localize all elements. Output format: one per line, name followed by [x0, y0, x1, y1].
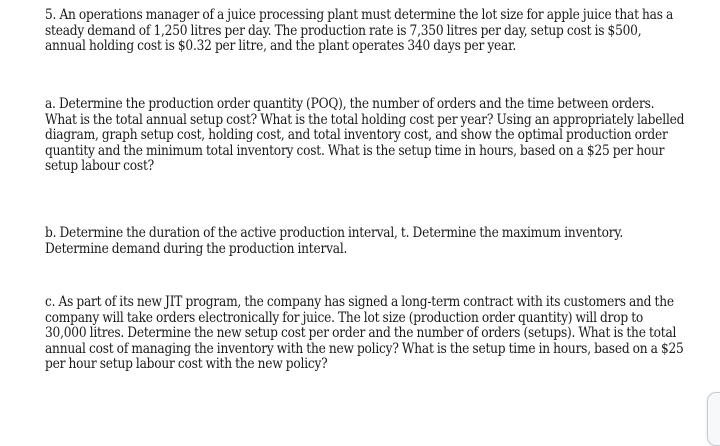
- question-part-c: c. As part of its new JIT program, the company has signed a long-term contract with its customers and the company will take orders electronically for juice. The lot size (production order quantity) will drop to 30,000 litres. Determine the new setup cost per order and the number of orders (setups). What is the total annual cost of managing the inventory with the new policy? What is the setup time in hours, based on a $25 per hour setup labour cost with the new policy?: [45, 294, 684, 373]
- problem-statement: 5. An operations manager of a juice processing plant must determine the lot size for apple juice that has a steady demand of 1,250 litres per day. The production rate is 7,350 litres per day, setup cost is $500, annual holding cost is $0.32 per litre, and the plant operates 340 days per year.: [45, 7, 674, 55]
- side-scroll-handle[interactable]: [707, 392, 720, 446]
- question-part-b: b. Determine the duration of the active production interval, t. Determine the maximum inventory. Determine demand during the production interval.: [45, 225, 624, 257]
- question-part-a: a. Determine the production order quantity (POQ), the number of orders and the time between orders. What is the total annual setup cost? What is the total holding cost per year? Using an appropriately labelled diagram, graph setup cost, holding cost, and total inventory cost, and show the optimal production order quantity and the minimum total inventory cost. What is the setup time in hours, based on a $25 per hour setup labour cost?: [45, 96, 685, 175]
